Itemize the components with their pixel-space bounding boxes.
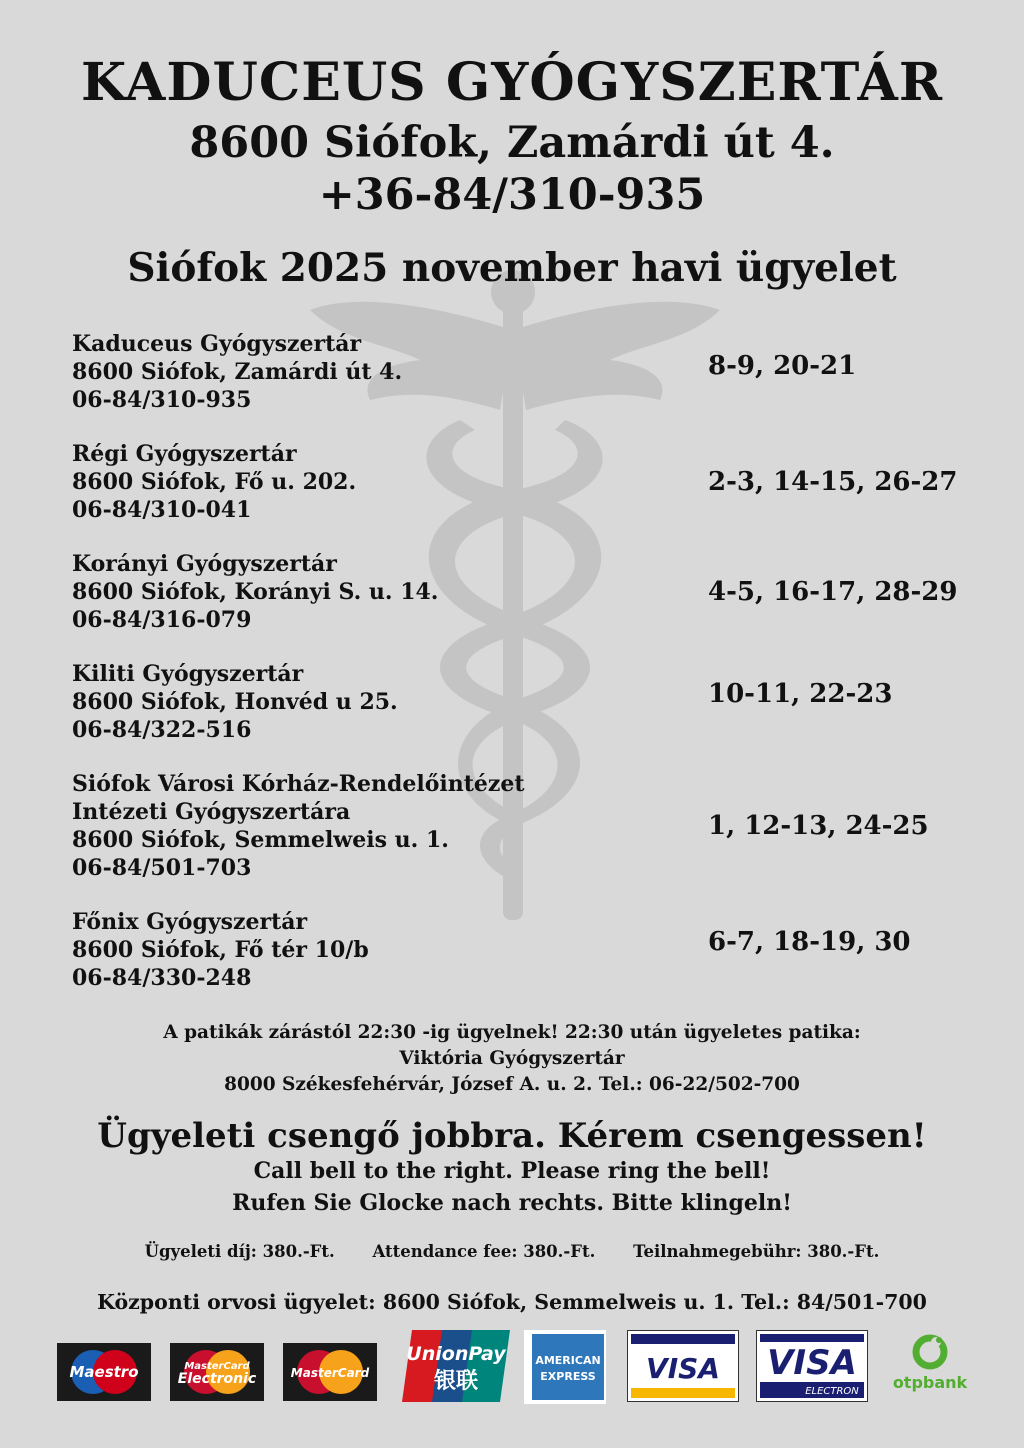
duty-days: 1, 12-13, 24-25	[708, 811, 929, 841]
duty-days: 4-5, 16-17, 28-29	[708, 577, 958, 607]
night-duty-pharmacy: Viktória Gyógyszertár	[399, 1048, 625, 1069]
mastercard-electronic-logo	[170, 1343, 264, 1401]
visa-electron-logo	[756, 1330, 868, 1402]
bell-notice-de: Rufen Sie Glocke nach rechts. Bitte klingeln!	[232, 1190, 792, 1216]
pharmacy-row-address: 8600 Siófok, Semmelweis u. 1.	[72, 827, 449, 853]
fee-en: Attendance fee: 380.-Ft.	[372, 1242, 596, 1261]
pharmacy-row	[72, 440, 972, 524]
payment-cards	[0, 1328, 1024, 1408]
pharmacy-phone: +36-84/310-935	[318, 170, 706, 220]
pharmacy-row	[72, 908, 972, 992]
pharmacy-row-phone: 06-84/310-935	[72, 387, 252, 413]
pharmacy-row-phone: 06-84/501-703	[72, 855, 252, 881]
mastercard-text: MasterCard	[290, 1366, 370, 1380]
duty-days: 10-11, 22-23	[708, 679, 893, 709]
pharmacy-name-line2: Intézeti Gyógyszertára	[72, 799, 351, 825]
pharmacy-info	[72, 660, 708, 744]
pharmacy-name: Korányi Gyógyszertár	[72, 551, 337, 577]
otpbank-logo	[890, 1332, 970, 1396]
visa-electron-text: VISA	[767, 1343, 857, 1383]
pharmacy-row-phone: 06-84/310-041	[72, 497, 252, 523]
pharmacy-info	[72, 330, 708, 414]
visa-electron-subtext: ELECTRON	[805, 1386, 859, 1397]
pharmacy-row-address: 8600 Siófok, Honvéd u 25.	[72, 689, 398, 715]
duty-schedule	[72, 330, 972, 992]
pharmacy-address: 8600 Siófok, Zamárdi út 4.	[189, 118, 835, 168]
attendance-fees	[0, 1242, 1024, 1261]
night-duty-line: A patikák zárástól 22:30 -ig ügyelnek! 22:30 után ügyeletes patika:	[163, 1022, 861, 1043]
unionpay-text: UnionPay	[406, 1343, 506, 1365]
pharmacy-row-phone: 06-84/322-516	[72, 717, 252, 743]
duty-days: 8-9, 20-21	[708, 351, 857, 381]
pharmacy-name: Főnix Gyógyszertár	[72, 909, 308, 935]
pharmacy-info	[72, 908, 708, 992]
pharmacy-row-phone: 06-84/330-248	[72, 965, 252, 991]
pharmacy-row	[72, 330, 972, 414]
fee-de: Teilnahmegebühr: 380.-Ft.	[633, 1242, 880, 1261]
pharmacy-info	[72, 440, 708, 524]
pharmacy-row-address: 8600 Siófok, Fő u. 202.	[72, 469, 357, 495]
pharmacy-row	[72, 550, 972, 634]
pharmacy-info	[72, 770, 708, 882]
duty-days: 2-3, 14-15, 26-27	[708, 467, 958, 497]
pharmacy-title: KADUCEUS GYÓGYSZERTÁR	[80, 52, 944, 113]
pharmacy-name: Kaduceus Gyógyszertár	[72, 331, 362, 357]
pharmacy-info	[72, 550, 708, 634]
pharmacy-row-address: 8600 Siófok, Korányi S. u. 14.	[72, 579, 439, 605]
bell-notice-en: Call bell to the right. Please ring the bell!	[253, 1158, 771, 1184]
pharmacy-name: Siófok Városi Kórház-Rendelőintézet	[72, 771, 525, 797]
maestro-logo	[57, 1343, 151, 1401]
american-express-logo	[524, 1330, 606, 1404]
unionpay-cn-text: 银联	[433, 1369, 479, 1394]
pharmacy-row	[72, 770, 972, 882]
pharmacy-name: Kiliti Gyógyszertár	[72, 661, 304, 687]
visa-logo	[627, 1330, 739, 1402]
night-duty-note	[0, 1020, 1024, 1098]
amex-text1: AMERICAN	[535, 1354, 601, 1367]
pharmacy-row-address: 8600 Siófok, Fő tér 10/b	[72, 937, 369, 963]
mc-electronic-text2: Electronic	[177, 1371, 257, 1387]
otpbank-text: otpbank	[892, 1373, 968, 1392]
bell-notice-hu: Ügyeleti csengő jobbra. Kérem csengessen!	[97, 1116, 927, 1156]
mc-electronic-text1: MasterCard	[184, 1361, 250, 1372]
visa-text: VISA	[646, 1352, 720, 1385]
amex-text2: EXPRESS	[540, 1370, 596, 1383]
pharmacy-row-address: 8600 Siófok, Zamárdi út 4.	[72, 359, 403, 385]
central-medical-duty: Központi orvosi ügyelet: 8600 Siófok, Semmelweis u. 1. Tel.: 84/501-700	[97, 1290, 927, 1314]
mastercard-logo	[283, 1343, 377, 1401]
pharmacy-row	[72, 660, 972, 744]
pharmacy-row-phone: 06-84/316-079	[72, 607, 252, 633]
fee-hu: Ügyeleti díj: 380.-Ft.	[144, 1242, 335, 1261]
pharmacy-name: Régi Gyógyszertár	[72, 441, 297, 467]
unionpay-logo	[398, 1328, 514, 1404]
night-duty-address: 8000 Székesfehérvár, József A. u. 2. Tel.: 06-22/502-700	[224, 1074, 800, 1095]
duty-days: 6-7, 18-19, 30	[708, 927, 911, 957]
schedule-subtitle: Siófok 2025 november havi ügyelet	[127, 245, 897, 291]
maestro-text: Maestro	[69, 1363, 139, 1381]
